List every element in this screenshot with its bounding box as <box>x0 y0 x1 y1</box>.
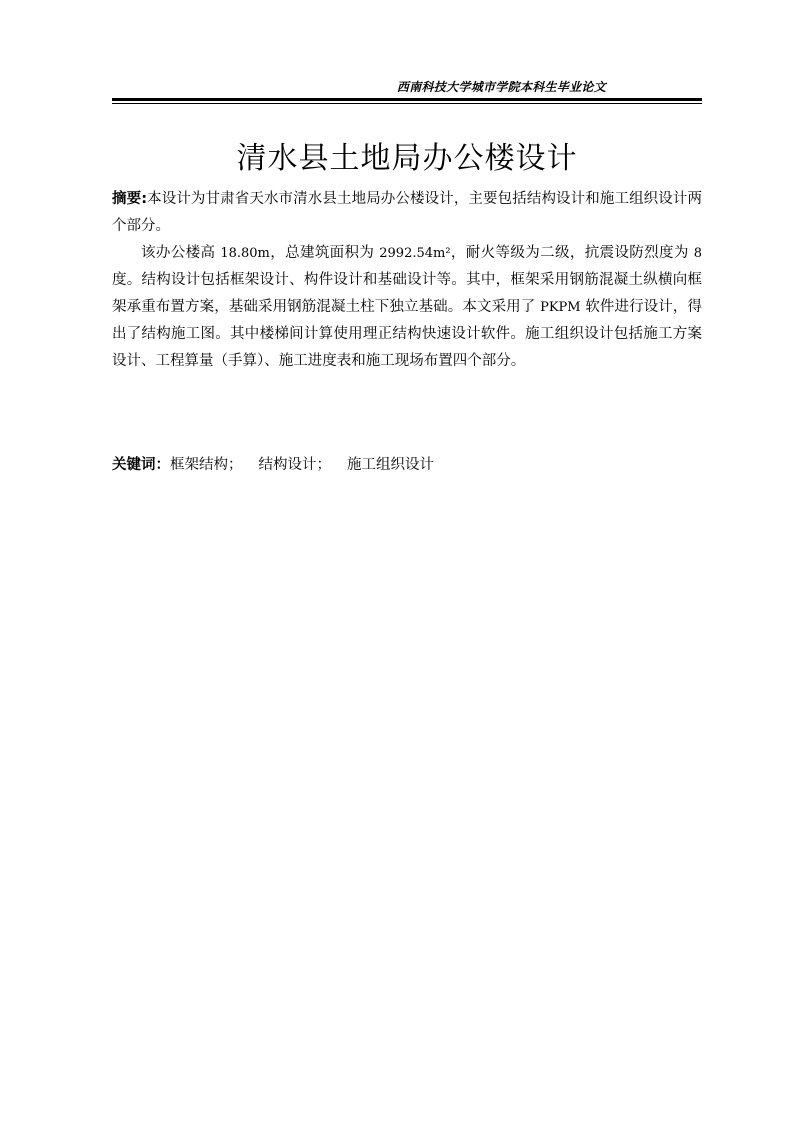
software-name: PKPM <box>540 300 581 315</box>
keywords-line <box>112 453 434 477</box>
page-title: 清水县土地局办公楼设计 <box>236 141 578 176</box>
abstract-text-2a: 该办公楼高 <box>141 245 221 261</box>
abstract-text-2b: ，总建筑面积为 <box>269 245 380 261</box>
abstract-text-1: 本设计为甘肃省天水市清水县土地局办公楼设计，主要包括结构设计和施工组织设计两个部分。 <box>112 191 702 234</box>
abstract-paragraph-1 <box>112 186 702 240</box>
abstract-text-2e: 软件进行设计，得出了结构施工图。其中楼梯间计算使用理正结构快速设计软件。施工组织设计包括施工方案设计、工程算量（手算）、施工进度表和施工现场布置四个部分。 <box>112 299 703 369</box>
keyword-item: 结构设计； <box>258 457 331 473</box>
keyword-item: 施工组织设计 <box>347 457 434 473</box>
keyword-item: 框架结构； <box>170 457 243 473</box>
building-height: 18.80m <box>220 246 270 261</box>
header-rule-thick <box>112 98 702 101</box>
abstract-section <box>112 186 702 375</box>
keywords-label: 关键词： <box>112 457 170 473</box>
abstract-label: 摘要: <box>112 191 148 207</box>
building-area: 2992.54m² <box>379 246 451 261</box>
seismic-intensity: 8 <box>693 246 703 261</box>
abstract-text-2d: 度。结构设计包括框架设计、构件设计和基础设计等。其中，框架采用钢筋混凝土纵横向框架承重布置方案，基础采用钢筋混凝土柱下独立基础。本文采用了 <box>112 272 702 315</box>
abstract-text-2c: ，耐火等级为二级，抗震设防烈度为 <box>450 245 694 261</box>
abstract-paragraph-2 <box>112 240 702 375</box>
header-rule-thin <box>112 103 702 104</box>
running-header: 西南科技大学城市学院本科生毕业论文 <box>396 80 606 94</box>
